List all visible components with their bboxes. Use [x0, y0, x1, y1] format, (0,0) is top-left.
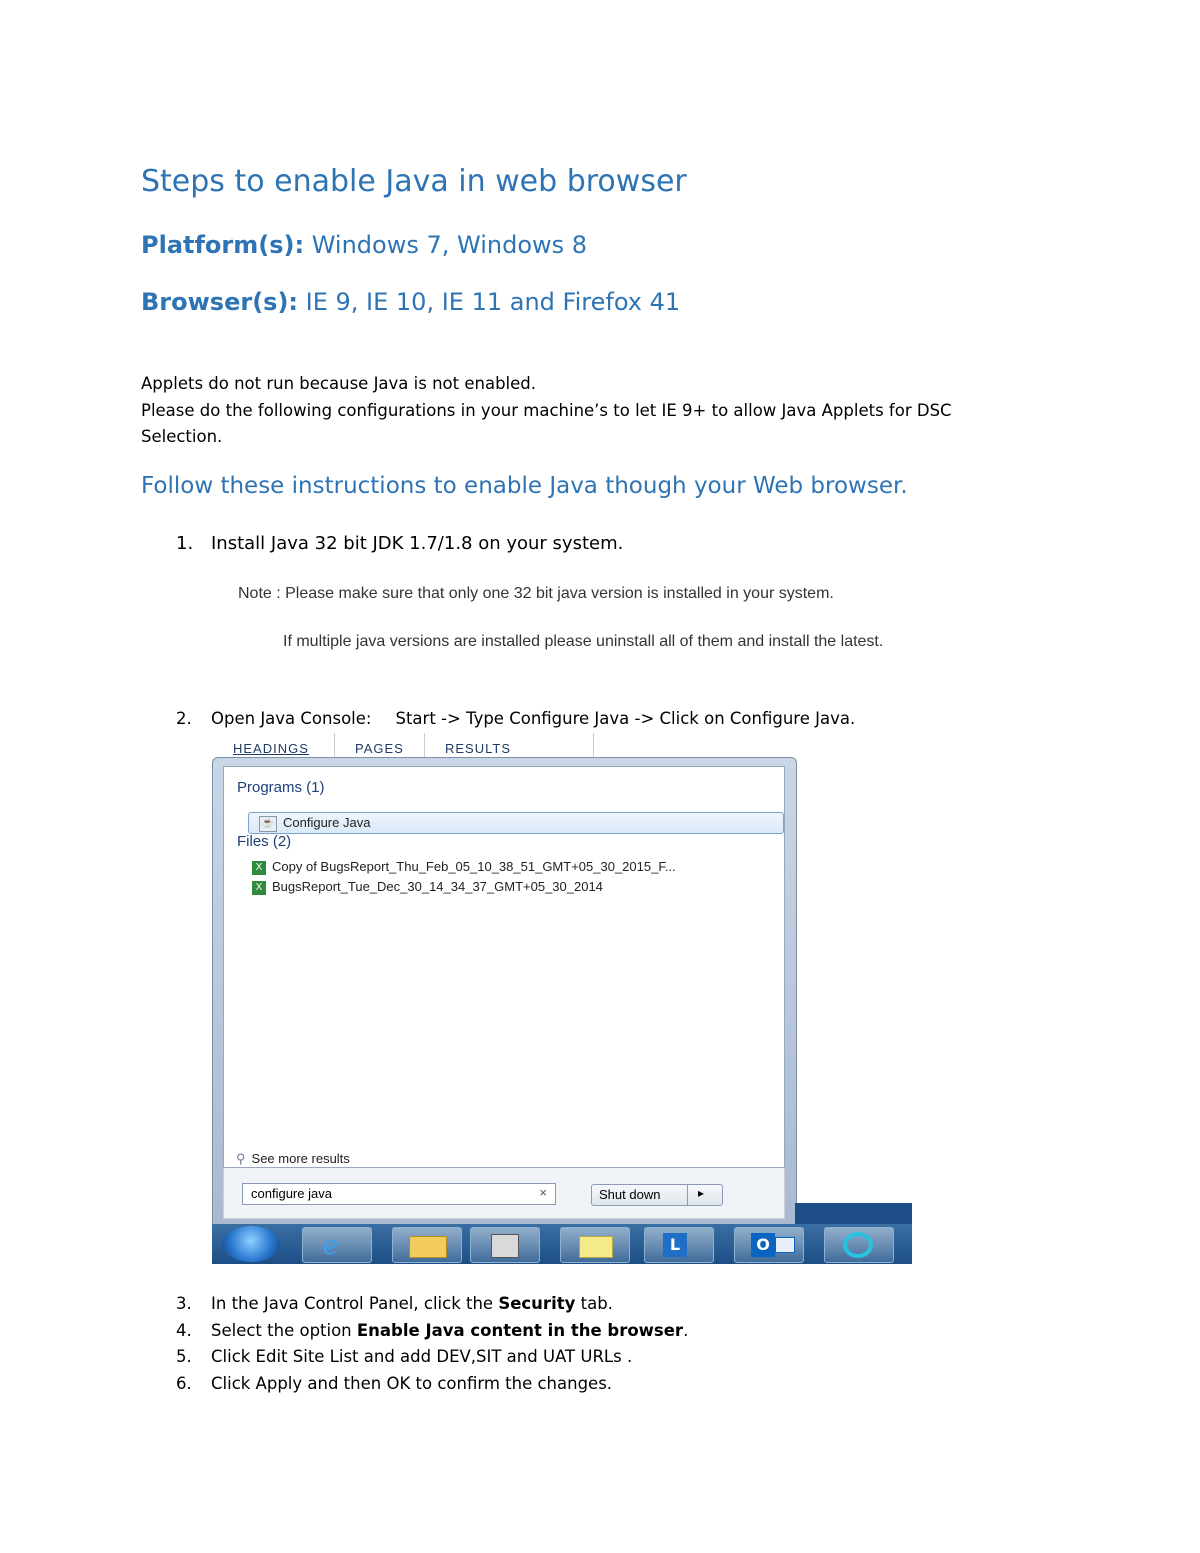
lync-icon[interactable]: L	[644, 1227, 714, 1263]
file-item-1[interactable]	[252, 859, 676, 875]
programs-header: Programs (1)	[237, 779, 325, 796]
outlook-icon[interactable]: O	[734, 1227, 804, 1263]
platform-label: Platform(s):	[141, 231, 305, 259]
sticky-notes-icon[interactable]	[560, 1227, 630, 1263]
step-2-number: 2.	[176, 709, 192, 728]
step-5-number: 5.	[176, 1347, 192, 1366]
browser-line	[141, 288, 680, 316]
excel-icon: X	[252, 861, 266, 875]
step-3	[176, 1294, 613, 1313]
page-title: Steps to enable Java in web browser	[141, 164, 687, 199]
java-icon: ☕	[259, 816, 277, 832]
start-menu-results	[223, 766, 785, 1168]
internet-explorer-icon[interactable]: e	[302, 1227, 372, 1263]
step-1	[176, 533, 623, 554]
see-more-results-link[interactable]	[236, 1151, 350, 1167]
tab-pages[interactable]: PAGES	[355, 741, 404, 756]
step-6	[176, 1374, 612, 1393]
program-item-configure-java[interactable]	[248, 812, 784, 834]
network-tool-icon[interactable]	[470, 1227, 540, 1263]
excel-icon: X	[252, 881, 266, 895]
step-2-path: Start -> Type Configure Java -> Click on Configure Java.	[395, 709, 856, 728]
windows-taskbar	[212, 1224, 912, 1264]
start-menu	[212, 757, 797, 1226]
intro-line-2: Please do the following configurations in your machine’s to let IE 9+ to allow Java Applets for DSC	[141, 401, 952, 420]
clear-search-icon[interactable]: ×	[539, 1185, 547, 1200]
step-6-number: 6.	[176, 1374, 192, 1393]
tab-headings[interactable]: HEADINGS	[233, 741, 309, 756]
shutdown-button[interactable]	[591, 1184, 723, 1206]
browser-label: Browser(s):	[141, 288, 299, 316]
step-4-text-b: Enable Java content in the browser	[356, 1321, 684, 1340]
intro-line-1: Applets do not run because Java is not enabled.	[141, 374, 537, 393]
start-orb-icon[interactable]	[222, 1226, 280, 1262]
program-item-label: Configure Java	[283, 815, 371, 830]
step-3-text-b: Security	[498, 1294, 576, 1313]
step-2	[176, 709, 855, 728]
step-4-text-c: .	[683, 1321, 689, 1340]
search-tabs	[212, 733, 782, 760]
start-menu-screenshot	[212, 733, 912, 1264]
search-input[interactable]	[242, 1183, 556, 1205]
platform-line	[141, 231, 587, 259]
step-1-number: 1.	[176, 533, 194, 554]
search-value: configure java	[251, 1186, 332, 1201]
browser-value: IE 9, IE 10, IE 11 and Firefox 41	[298, 288, 681, 316]
file-explorer-icon[interactable]	[392, 1227, 462, 1263]
search-icon: ⚲	[236, 1151, 246, 1166]
app-ring-icon[interactable]	[824, 1227, 894, 1263]
file-item-label: Copy of BugsReport_Thu_Feb_05_10_38_51_GMT+05_30_2015_F...	[272, 859, 676, 874]
note-line-1: Note : Please make sure that only one 32 bit java version is installed in your system.	[238, 585, 834, 602]
file-item-label: BugsReport_Tue_Dec_30_14_34_37_GMT+05_30_2014	[272, 879, 603, 894]
shutdown-arrow-icon[interactable]: ▸	[698, 1186, 705, 1200]
see-more-label: See more results	[251, 1151, 350, 1166]
platform-value: Windows 7, Windows 8	[304, 231, 588, 259]
files-header: Files (2)	[237, 833, 292, 850]
step-6-text: Click Apply and then OK to confirm the changes.	[211, 1374, 613, 1393]
step-3-text-a: In the Java Control Panel, click the	[211, 1294, 499, 1313]
step-2-label: Open Java Console:	[211, 709, 372, 728]
step-1-text: Install Java 32 bit JDK 1.7/1.8 on your system.	[211, 533, 624, 554]
step-4-number: 4.	[176, 1321, 192, 1340]
tab-results[interactable]: RESULTS	[445, 741, 511, 756]
instructions-heading: Follow these instructions to enable Java though your Web browser.	[141, 473, 908, 499]
step-5-text: Click Edit Site List and add DEV,SIT and UAT URLs .	[211, 1347, 633, 1366]
note-line-2: If multiple java versions are installed please uninstall all of them and install the latest.	[283, 633, 884, 650]
step-3-text-c: tab.	[575, 1294, 613, 1313]
intro-line-3: Selection.	[141, 427, 223, 446]
step-4-text-a: Select the option	[211, 1321, 357, 1340]
step-5	[176, 1347, 632, 1366]
taskbar-edge	[795, 1203, 912, 1224]
step-3-number: 3.	[176, 1294, 192, 1313]
step-4	[176, 1321, 688, 1340]
shutdown-label: Shut down	[599, 1187, 661, 1202]
file-item-2[interactable]	[252, 879, 603, 895]
